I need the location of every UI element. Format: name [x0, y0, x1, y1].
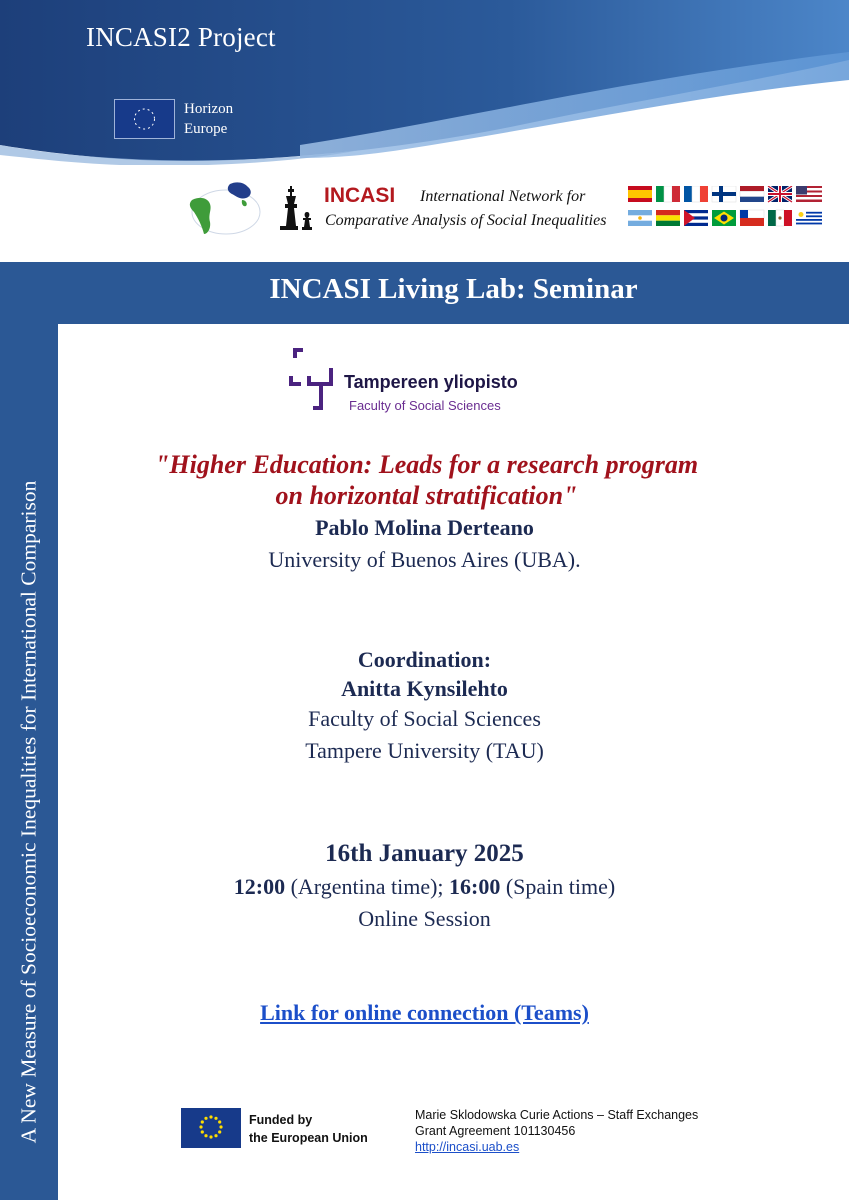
funded-by-eu: [249, 1111, 368, 1147]
university-faculty: Faculty of Social Sciences: [349, 398, 501, 413]
flag-bolivia-icon: [656, 210, 680, 226]
event-date: 16th January 2025: [325, 840, 524, 867]
coordination-label: Coordination:: [357, 647, 492, 672]
flag-uruguay-icon: [796, 210, 822, 226]
flag-chile-icon: [740, 210, 764, 226]
flag-netherlands-icon: [740, 186, 764, 202]
eu-funding-flag-icon: [181, 1108, 241, 1148]
flag-uk-icon: [768, 186, 792, 202]
incasi-subtitle-line2: Comparative Analysis of Social Inequalities: [325, 212, 607, 229]
tampere-university-logo-icon: [287, 346, 339, 412]
flag-italy-icon: [656, 186, 680, 202]
flag-usa-icon: [796, 186, 822, 202]
event-times: [0, 874, 849, 900]
flag-argentina-icon: [628, 210, 652, 226]
flag-mexico-icon: [768, 210, 792, 226]
teams-link[interactable]: Link for online connection (Teams): [260, 1000, 589, 1025]
msca-line: Marie Sklodowska Curie Actions – Staff Exchanges: [415, 1108, 699, 1122]
coordinator-name: Anitta Kynsilehto: [341, 676, 508, 701]
flag-france-icon: [684, 186, 708, 202]
time-argentina: 12:00: [233, 874, 286, 899]
website-link[interactable]: http://incasi.uab.es: [415, 1140, 520, 1154]
incasi-subtitle-line1: International Network for: [420, 188, 586, 205]
session-mode: Online Session: [358, 906, 491, 931]
speaker-name: Pablo Molina Derteano: [315, 515, 534, 540]
incasi-name: INCASI: [324, 184, 396, 207]
flag-cuba-icon: [684, 210, 708, 226]
horizon-line2: Europe: [184, 121, 228, 137]
funded-line1: Funded by: [249, 1113, 313, 1127]
funded-line2: the European Union: [249, 1131, 368, 1145]
sidebar-text: A New Measure of Socioeconomic Inequalities for International Comparison: [16, 480, 41, 1144]
university-name: Tampereen yliopisto: [344, 372, 518, 392]
seminar-title: INCASI Living Lab: Seminar: [269, 273, 638, 305]
flag-brazil-icon: [712, 210, 736, 226]
talk-title-line2: on horizontal stratification": [275, 481, 578, 510]
zone-argentina: (Argentina time);: [285, 874, 450, 899]
grant-agreement: Grant Agreement 101130456: [415, 1124, 576, 1138]
talk-title: [0, 449, 849, 511]
world-map-logo-icon: [186, 178, 262, 238]
talk-title-line1: "Higher Education: Leads for a research program: [154, 450, 699, 479]
horizon-line1: Horizon: [184, 101, 234, 117]
zone-spain: (Spain time): [500, 874, 616, 899]
eu-flag-icon: [114, 99, 175, 139]
partner-country-flags: [628, 186, 822, 230]
chess-pieces-logo-icon: [272, 182, 314, 232]
horizon-europe-label: [184, 99, 233, 139]
grant-info: [415, 1107, 698, 1155]
time-spain: 16:00: [449, 874, 501, 899]
flag-finland-icon: [712, 186, 736, 202]
coordinator-faculty: Faculty of Social Sciences: [308, 706, 541, 731]
speaker-affiliation: University of Buenos Aires (UBA).: [268, 547, 581, 572]
project-title: INCASI2 Project: [86, 22, 276, 52]
coordinator-university: Tampere University (TAU): [305, 738, 544, 763]
flag-spain-icon: [628, 186, 652, 202]
